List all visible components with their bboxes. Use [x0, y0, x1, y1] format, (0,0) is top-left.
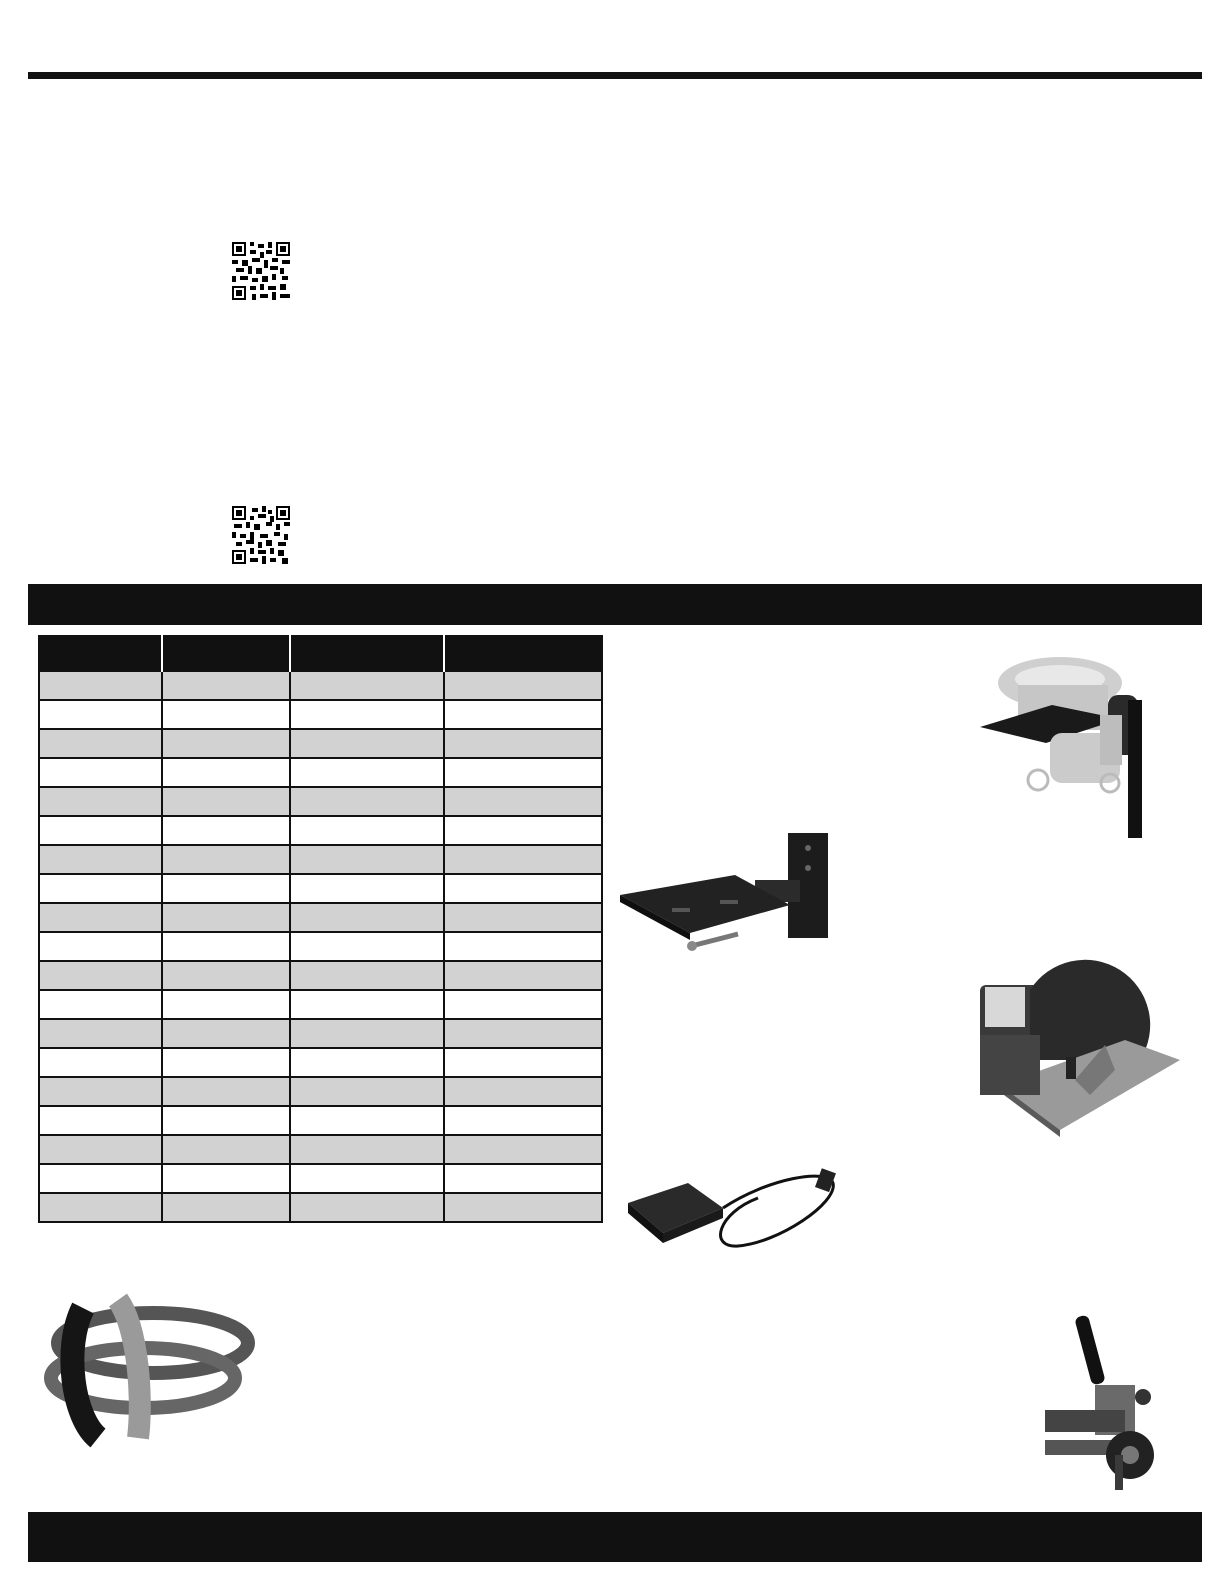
table-cell	[162, 1019, 290, 1048]
table-cell	[444, 787, 602, 816]
table-cell	[162, 671, 290, 700]
table-cell	[39, 1164, 162, 1193]
table-row	[39, 816, 602, 845]
table-cell	[290, 845, 444, 874]
qr-code-icon[interactable]	[232, 506, 290, 564]
table-cell	[39, 1106, 162, 1135]
table-cell	[444, 1048, 602, 1077]
table-cell	[162, 700, 290, 729]
table-cell	[290, 700, 444, 729]
table-cell	[290, 729, 444, 758]
table-header-cell	[290, 636, 444, 671]
table-cell	[444, 816, 602, 845]
table-cell	[162, 1135, 290, 1164]
table-cell	[39, 845, 162, 874]
table-cell	[444, 758, 602, 787]
tool-rest-table-mounted-icon	[980, 645, 1175, 840]
table-cell	[39, 758, 162, 787]
table-row	[39, 961, 602, 990]
table-cell	[39, 932, 162, 961]
table-cell	[162, 1164, 290, 1193]
table-row	[39, 990, 602, 1019]
table-row	[39, 1019, 602, 1048]
sanding-belts-icon	[43, 1288, 253, 1448]
table-header-cell	[162, 636, 290, 671]
table-cell	[39, 1135, 162, 1164]
table-cell	[444, 1019, 602, 1048]
table-cell	[444, 1164, 602, 1193]
table-cell	[162, 845, 290, 874]
table-cell	[39, 671, 162, 700]
table-cell	[290, 787, 444, 816]
table-cell	[162, 1106, 290, 1135]
table-row	[39, 700, 602, 729]
table-cell	[444, 671, 602, 700]
table-cell	[162, 758, 290, 787]
table-cell	[444, 845, 602, 874]
table-cell	[444, 961, 602, 990]
table-row	[39, 1106, 602, 1135]
table-cell	[444, 874, 602, 903]
table-cell	[290, 1048, 444, 1077]
table-cell	[290, 932, 444, 961]
table-cell	[444, 700, 602, 729]
table-cell	[290, 903, 444, 932]
parts-table	[38, 635, 603, 1223]
table-cell	[444, 932, 602, 961]
table-cell	[162, 1193, 290, 1222]
table-cell	[39, 874, 162, 903]
table-row	[39, 758, 602, 787]
table-row	[39, 1048, 602, 1077]
table-cell	[290, 1106, 444, 1135]
table-row	[39, 1077, 602, 1106]
table-row	[39, 845, 602, 874]
table-cell	[162, 787, 290, 816]
table-row	[39, 787, 602, 816]
table-cell	[290, 1164, 444, 1193]
table-row	[39, 671, 602, 700]
table-cell	[39, 1077, 162, 1106]
table-cell	[39, 1019, 162, 1048]
foot-pedal-switch-icon	[628, 1168, 843, 1278]
table-cell	[162, 729, 290, 758]
table-cell	[39, 729, 162, 758]
table-cell	[162, 903, 290, 932]
table-cell	[39, 903, 162, 932]
table-cell	[162, 961, 290, 990]
qr-code-icon[interactable]	[232, 242, 290, 300]
table-cell	[444, 1135, 602, 1164]
table-row	[39, 874, 602, 903]
table-cell	[162, 874, 290, 903]
table-cell	[290, 1193, 444, 1222]
table-row	[39, 932, 602, 961]
table-cell	[162, 1048, 290, 1077]
footer-bar	[28, 1512, 1202, 1562]
table-cell	[290, 961, 444, 990]
table-cell	[290, 671, 444, 700]
table-cell	[290, 1019, 444, 1048]
table-cell	[39, 1193, 162, 1222]
table-cell	[444, 990, 602, 1019]
table-header-cell	[39, 636, 162, 671]
table-cell	[290, 1077, 444, 1106]
table-cell	[39, 961, 162, 990]
table-row	[39, 729, 602, 758]
table-cell	[290, 1135, 444, 1164]
table-cell	[444, 1106, 602, 1135]
table-cell	[444, 903, 602, 932]
table-row	[39, 903, 602, 932]
table-header-cell	[444, 636, 602, 671]
section-header-bar	[28, 584, 1202, 625]
table-cell	[444, 729, 602, 758]
table-cell	[162, 932, 290, 961]
table-cell	[39, 816, 162, 845]
table-cell	[39, 990, 162, 1019]
table-cell	[39, 787, 162, 816]
table-cell	[444, 1077, 602, 1106]
top-rule	[28, 72, 1202, 79]
table-cell	[39, 700, 162, 729]
table-cell	[162, 1077, 290, 1106]
disc-sander-miter-table-icon	[980, 975, 1180, 1135]
table-header-row	[39, 636, 602, 671]
table-cell	[290, 758, 444, 787]
belt-tensioner-handle-icon	[1045, 1315, 1205, 1495]
table-cell	[290, 990, 444, 1019]
table-cell	[162, 990, 290, 1019]
table-cell	[162, 816, 290, 845]
table-cell	[290, 874, 444, 903]
table-cell	[444, 1193, 602, 1222]
table-row	[39, 1135, 602, 1164]
tool-rest-table-icon	[620, 830, 840, 970]
table-cell	[290, 816, 444, 845]
table-cell	[39, 1048, 162, 1077]
table-row	[39, 1193, 602, 1222]
table-row	[39, 1164, 602, 1193]
